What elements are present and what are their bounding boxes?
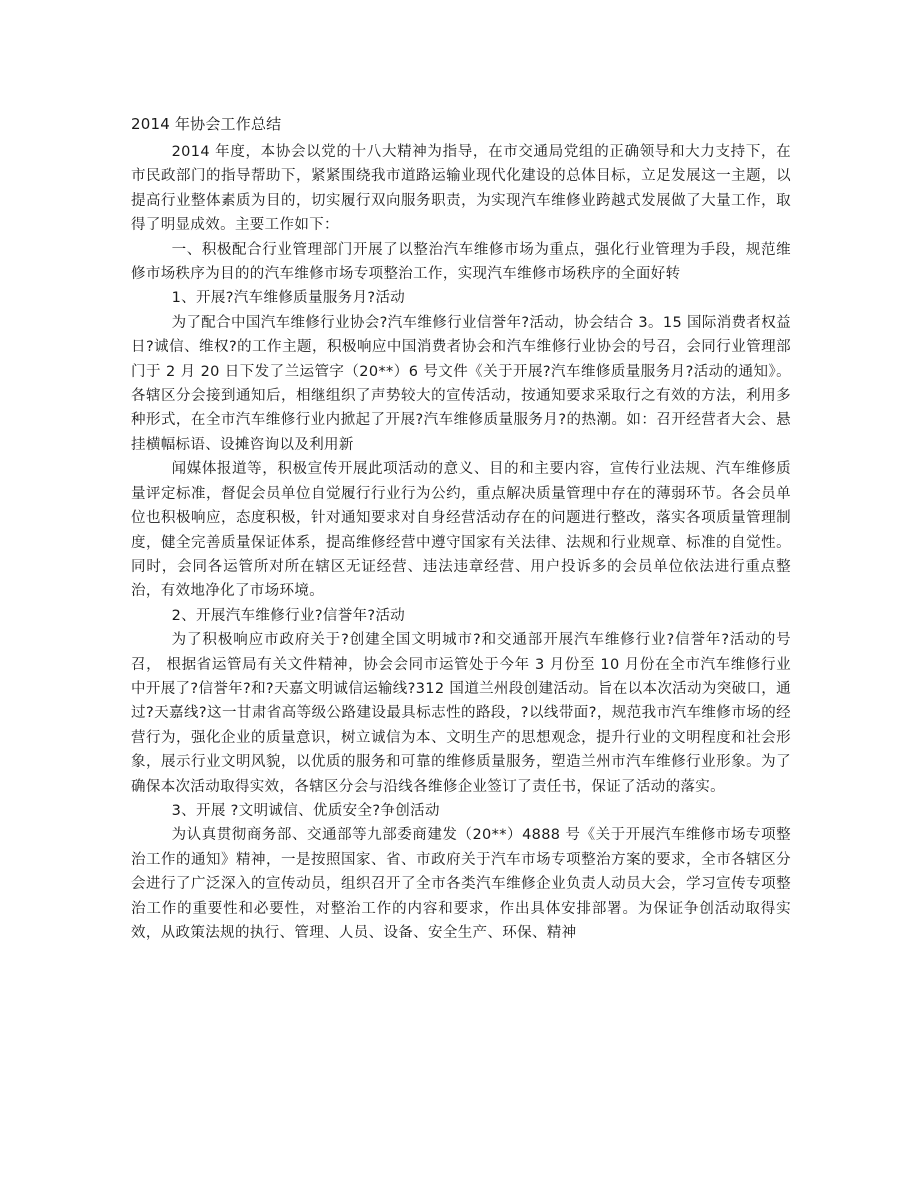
subsection-heading-3: 3、开展 ?文明诚信、优质安全?争创活动 <box>171 802 440 819</box>
subsection-heading-2: 2、开展汽车维修行业?信誉年?活动 <box>171 607 406 624</box>
body-paragraph: 为了积极响应市政府关于?创建全国文明城市?和交通部开展汽车维修行业?信誉年?活动的号召， 根据省运管局有关文件精神，协会会同市运管处于今年 3 月份至 10 月份在全市汽车维修行业中开展了?信誉年?和?天嘉文明诚信运输线?312 国道兰州段创建活动。旨在以本次活动为突破口，通过?天嘉线?这一甘肃省高等级公路建设最具标志性的路段，?以线带面?，规范我市汽车维修市场的经营行为，强化企业的质量意识，树立诚信为本、文明生产的思想观念，提升行业的文明程度和社会形象，展示行业文明风貌，以优质的服务和可靠的维修质量服务，塑造兰州市汽车维修行业形象。为了确保本次活动取得实效，各辖区分会与沿线各维修企业签订了责任书，保证了活动的落实。 <box>131 632 791 795</box>
document-title: 2014 年协会工作总结 <box>131 115 282 133</box>
body-paragraph: 为认真贯彻商务部、交通部等九部委商建发（20**）4888 号《关于开展汽车维修市场专项整治工作的通知》精神，一是按照国家、省、市政府关于汽车市场专项整治方案的要求，全市各辖区分会进行了广泛深入的宣传动员，组织召开了全市各类汽车维修企业负责人动员大会，学习宣传专项整治工作的重要性和必要性，对整治工作的内容和要求，作出具体安排部署。为保证争创活动取得实效，从政策法规的执行、管理、人员、设备、安全生产、环保、精神 <box>131 827 791 941</box>
document-page <box>131 112 791 945</box>
section-one-paragraph: 一、积极配合行业管理部门开展了以整治汽车维修市场为重点，强化行业管理为手段，规范维修市场秩序为目的的汽车维修市场专项整治工作，实现汽车维修市场秩序的全面好转 <box>131 241 791 283</box>
body-paragraph: 闻媒体报道等，积极宣传开展此项活动的意义、目的和主要内容，宣传行业法规、汽车维修质量评定标准，督促会员单位自觉履行行业行为公约，重点解决质量管理中存在的薄弱环节。各会员单位也积极响应，态度积极，针对通知要求对自身经营活动存在的问题进行整改，落实各项质量管理制度，健全完善质量保证体系，提高维修经营中遵守国家有关法律、法规和行业规章、标准的自觉性。同时，会同各运管所对所在辖区无证经营、违法违章经营、用户投诉多的会员单位依法进行重点整治，有效地净化了市场环境。 <box>131 461 791 600</box>
subsection-heading-1: 1、开展?汽车维修质量服务月?活动 <box>171 290 406 307</box>
body-paragraph: 为了配合中国汽车维修行业协会?汽车维修行业信誉年?活动，协会结合 3。15 国际消费者权益日?诚信、维权?的工作主题，积极响应中国消费者协会和汽车维修行业协会的号召，会同行业管理部门于 2 月 20 日下发了兰运管字（20**）6 号文件《关于开展?汽车维修质量服务月?活动的通知》。各辖区分会接到通知后，相继组织了声势较大的宣传活动，按通知要求采取行之有效的方法，利用多种形式，在全市汽车维修行业内掀起了开展?汽车维修质量服务月?的热潮。如：召开经营者大会、悬挂横幅标语、设摊咨询以及利用新 <box>131 314 791 453</box>
intro-paragraph: 2014 年度，本协会以党的十八大精神为指导，在市交通局党组的正确领导和大力支持下，在市民政部门的指导帮助下，紧紧围绕我市道路运输业现代化建设的总体目标，立足发展这一主题，以提高行业整体素质为目的，切实履行双向服务职责，为实现汽车维修业跨越式发展做了大量工作，取得了明显成效。主要工作如下： <box>131 144 791 234</box>
